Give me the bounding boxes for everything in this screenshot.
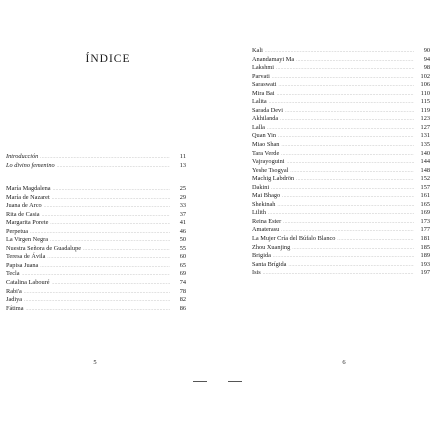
dot-leader — [24, 296, 170, 305]
toc-entry-title: Perpetua — [6, 227, 29, 235]
toc-entry-page: 46 — [179, 227, 186, 235]
toc-entry — [252, 192, 430, 201]
toc-entry-page: 29 — [179, 193, 186, 201]
toc-entry-page: 50 — [179, 236, 186, 244]
dot-leader — [267, 124, 414, 133]
toc-entry-title: Amaterasu — [252, 226, 280, 234]
toc-entry-page: 90 — [423, 47, 430, 54]
toc-entry-title: Lakshmi — [252, 64, 275, 72]
toc-entry — [6, 211, 186, 220]
toc-entry-title: Sarada Devi — [252, 106, 283, 114]
dot-leader — [52, 194, 170, 203]
left-toc-list — [6, 185, 186, 313]
right-toc-list — [252, 47, 430, 278]
dot-leader — [44, 202, 170, 211]
toc-entry-title: Tara Verde — [252, 149, 280, 157]
dot-leader — [22, 270, 170, 279]
toc-entry — [252, 98, 430, 107]
toc-entry-page: 82 — [179, 296, 186, 304]
dot-leader — [296, 175, 414, 184]
dot-leader — [281, 226, 414, 235]
dot-leader — [278, 81, 414, 90]
dot-leader — [281, 141, 414, 150]
toc-entry — [252, 167, 430, 176]
toc-entry-title: Catalina Labouré — [6, 279, 50, 287]
toc-entry-page: 123 — [420, 115, 430, 123]
toc-entry — [6, 153, 186, 162]
toc-entry — [6, 194, 186, 203]
toc-entry-title: Margarita Porete — [6, 219, 49, 227]
toc-entry-title: Quan Yin — [252, 132, 277, 140]
toc-entry-title: Santa Brígida — [252, 260, 287, 268]
toc-entry-title: Kali — [252, 47, 263, 54]
dot-leader — [263, 269, 414, 278]
toc-entry-title: Brigida — [252, 252, 271, 260]
toc-entry-page: 86 — [179, 304, 186, 312]
toc-entry-page: 13 — [179, 161, 186, 169]
dot-leader — [292, 244, 414, 253]
toc-entry — [252, 184, 430, 193]
dot-leader — [337, 235, 414, 244]
toc-entry-page: 161 — [420, 192, 430, 200]
dot-leader — [50, 219, 170, 228]
toc-entry — [252, 175, 430, 184]
toc-entry — [252, 269, 430, 278]
toc-entry-title: La Mujer Cría del Búfalo Blanco — [252, 235, 336, 243]
dot-leader — [276, 64, 414, 73]
toc-entry-title: Akhilanda — [252, 115, 279, 123]
toc-entry — [6, 236, 186, 245]
toc-entry — [252, 150, 430, 159]
toc-entry-page: 173 — [420, 217, 430, 225]
toc-entry-title: María Magdalena — [6, 185, 51, 192]
toc-entry-page: 110 — [420, 89, 430, 97]
toc-entry-title: Parvati — [252, 72, 270, 80]
toc-entry-page: 127 — [420, 123, 430, 131]
toc-entry — [252, 252, 430, 261]
toc-entry — [252, 209, 430, 218]
toc-entry — [252, 218, 430, 227]
toc-entry-title: Lo divino femenino — [6, 161, 55, 169]
toc-entry — [252, 158, 430, 167]
dot-leader — [24, 288, 170, 297]
dot-leader — [265, 47, 414, 56]
toc-entry — [252, 235, 430, 244]
toc-entry — [6, 219, 186, 228]
dot-leader — [53, 185, 170, 194]
toc-entry-title: Anandamayi Ma — [252, 55, 295, 63]
toc-entry-title: Papisa Juana — [6, 261, 39, 269]
toc-entry — [252, 132, 430, 141]
toc-entry — [252, 81, 430, 90]
toc-entry-page: 144 — [420, 158, 430, 166]
toc-entry — [252, 201, 430, 210]
toc-entry-title: Saraswati — [252, 81, 277, 89]
toc-entry — [6, 279, 186, 288]
toc-entry-page: 74 — [179, 279, 186, 287]
toc-entry — [6, 270, 186, 279]
toc-entry-page: 65 — [179, 261, 186, 269]
toc-entry-title: Jadiya — [6, 296, 23, 304]
toc-entry-page: 94 — [423, 55, 430, 63]
toc-entry-title: La Virgen Negra — [6, 236, 49, 244]
dot-leader — [83, 245, 170, 254]
toc-entry-title: Rabi'a — [6, 287, 22, 295]
dot-leader — [277, 90, 414, 99]
toc-entry — [252, 261, 430, 270]
toc-entry — [6, 202, 186, 211]
toc-entry — [252, 107, 430, 116]
dot-leader — [268, 209, 414, 218]
dot-leader — [40, 262, 170, 271]
toc-entry-page: 169 — [420, 209, 430, 217]
toc-entry — [252, 73, 430, 82]
dot-leader — [285, 107, 414, 116]
dot-leader — [269, 98, 414, 107]
toc-entry-page: 185 — [420, 243, 430, 251]
toc-entry-title: Zhou Xuanjing — [252, 243, 291, 251]
toc-entry-page: 69 — [179, 270, 186, 278]
toc-entry — [252, 47, 430, 56]
toc-entry — [6, 296, 186, 305]
toc-entry-title: Lalita — [252, 98, 267, 106]
toc-entry — [6, 288, 186, 297]
toc-entry-title: Yeshe Tsogyal — [252, 166, 289, 174]
toc-entry-title: Nuestra Señora de Guadalupe — [6, 244, 82, 252]
toc-entry-page: 181 — [420, 235, 430, 243]
dot-leader — [30, 228, 170, 237]
toc-entry — [252, 64, 430, 73]
toc-entry-title: Teresa de Ávila — [6, 253, 46, 261]
toc-entry — [252, 115, 430, 124]
toc-entry-page: 131 — [420, 132, 430, 140]
dot-leader — [287, 158, 414, 167]
dot-leader — [283, 218, 414, 227]
toc-entry-page: 37 — [179, 210, 186, 218]
toc-entry-page: 148 — [420, 166, 430, 174]
toc-entry — [6, 185, 186, 194]
toc-entry — [6, 162, 186, 171]
index-title: ÍNDICE — [85, 53, 131, 65]
toc-entry — [252, 141, 430, 150]
dot-leader — [40, 153, 170, 162]
toc-entry-page: 177 — [420, 226, 430, 234]
toc-entry-page: 106 — [420, 81, 430, 89]
toc-entry-page: 60 — [179, 253, 186, 261]
toc-entry-title: María de Nazaret — [6, 193, 50, 201]
dot-leader — [26, 305, 171, 314]
toc-entry-title: Mai Bhago — [252, 192, 281, 200]
dot-leader — [277, 201, 414, 210]
toc-entry — [6, 253, 186, 262]
dot-leader — [47, 253, 170, 262]
dot-leader — [52, 279, 170, 288]
dot-leader — [42, 211, 170, 220]
page-number-right: 6 — [342, 359, 346, 366]
toc-entry-page: 11 — [179, 153, 186, 160]
dot-leader — [272, 73, 414, 82]
toc-entry-title: Isis — [252, 269, 261, 277]
toc-entry — [252, 226, 430, 235]
dot-leader — [281, 150, 414, 159]
toc-entry-page: 25 — [179, 185, 186, 192]
page-number-left: 5 — [93, 359, 97, 366]
intro-toc-list — [6, 153, 186, 170]
toc-entry-title: Introducción — [6, 153, 39, 160]
dot-leader — [280, 115, 414, 124]
toc-entry-title: Shekinah — [252, 200, 276, 208]
dot-leader — [57, 162, 170, 171]
toc-entry-page: 102 — [420, 72, 430, 80]
toc-entry-title: Miao Shan — [252, 141, 280, 149]
dot-leader — [273, 252, 414, 261]
toc-entry-page: 140 — [420, 149, 430, 157]
dot-leader — [271, 184, 414, 193]
dot-leader — [282, 192, 414, 201]
toc-entry — [252, 56, 430, 65]
toc-entry-page: 41 — [179, 219, 186, 227]
toc-entry-page: 193 — [420, 260, 430, 268]
toc-entry-title: Juana de Arco — [6, 202, 42, 210]
toc-entry-title: Lilith — [252, 209, 266, 217]
toc-entry-title: Fátima — [6, 304, 24, 312]
dot-leader — [278, 132, 414, 141]
toc-entry-page: 98 — [423, 64, 430, 72]
dot-leader — [296, 56, 414, 65]
toc-entry-page: 55 — [179, 244, 186, 252]
toc-entry — [6, 262, 186, 271]
toc-entry-page: 197 — [420, 269, 430, 277]
toc-entry-page: 189 — [420, 252, 430, 260]
bottom-rule-right — [228, 381, 242, 382]
toc-entry-title: Machig Labdrön — [252, 175, 295, 183]
toc-entry-page: 152 — [420, 175, 430, 183]
toc-entry-title: Vajrayoguini — [252, 158, 285, 166]
toc-entry-title: Mira Bai — [252, 89, 275, 97]
toc-entry-page: 157 — [420, 183, 430, 191]
bottom-rule-left — [193, 381, 207, 382]
toc-entry-page: 165 — [420, 200, 430, 208]
toc-entry — [6, 305, 186, 314]
toc-entry-title: Rita de Casia — [6, 210, 40, 218]
dot-leader — [288, 261, 414, 270]
toc-entry — [6, 228, 186, 237]
toc-entry-page: 33 — [179, 202, 186, 210]
toc-entry-title: Reina Ester — [252, 217, 282, 225]
toc-entry-title: Dakini — [252, 183, 270, 191]
dot-leader — [50, 236, 170, 245]
dot-leader — [290, 167, 414, 176]
toc-entry — [252, 124, 430, 133]
toc-entry-title: Lalla — [252, 123, 265, 131]
right-page — [216, 0, 432, 432]
toc-entry-title: Tecla — [6, 270, 20, 278]
toc-entry-page: 115 — [420, 98, 430, 106]
toc-entry — [252, 244, 430, 253]
toc-entry-page: 78 — [179, 287, 186, 295]
toc-entry-page: 135 — [420, 141, 430, 149]
toc-entry — [252, 90, 430, 99]
toc-entry-page: 119 — [420, 106, 430, 114]
